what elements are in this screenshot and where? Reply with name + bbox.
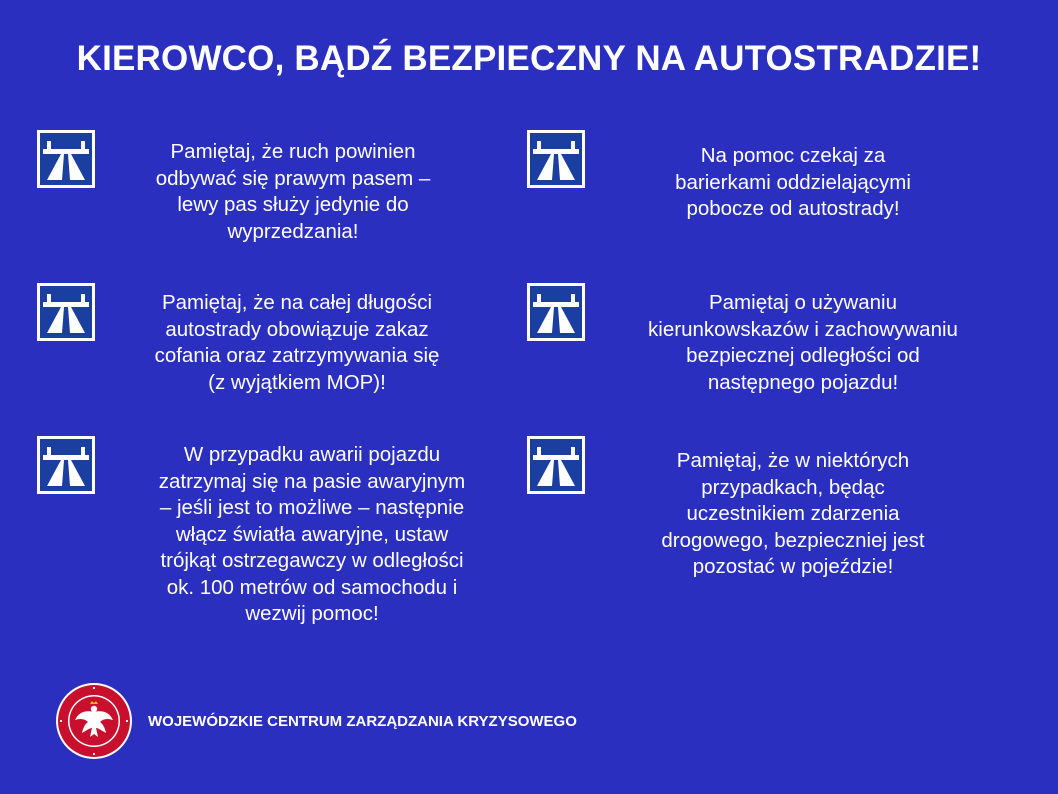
tip-wait-behind-barriers: Na pomoc czekaj za barierkami oddzielającymi pobocze od autostrady! bbox=[675, 144, 911, 220]
organization-name: WOJEWÓDZKIE CENTRUM ZARZĄDZANIA KRYZYSOWEGO bbox=[148, 713, 577, 730]
tip-right-lane: Pamiętaj, że ruch powinien odbywać się prawym pasem – lewy pas służy jedynie do wyprzedzania! bbox=[155, 140, 431, 243]
tip-no-reversing: Pamiętaj, że na całej długości autostrady obowiązuje zakaz cofania oraz zatrzymywania się (z wyjątkiem MOP)! bbox=[154, 291, 440, 394]
motorway-sign-icon bbox=[37, 436, 95, 494]
tip-indicators-distance: Pamiętaj o używaniu kierunkowskazów i zachowywaniu bezpiecznej odległości od następnego pojazdu! bbox=[648, 291, 958, 394]
motorway-sign-icon bbox=[527, 436, 585, 494]
motorway-sign-icon bbox=[527, 130, 585, 188]
eagle-emblem-icon bbox=[55, 682, 133, 760]
motorway-sign-icon bbox=[527, 283, 585, 341]
page-title: KIEROWCO, BĄDŹ BEZPIECZNY NA AUTOSTRADZIE! bbox=[76, 39, 982, 78]
motorway-sign-icon bbox=[37, 130, 95, 188]
tip-breakdown: W przypadku awarii pojazdu zatrzymaj się na pasie awaryjnym – jeśli jest to możliwe – następnie włącz światła awaryjne, ustaw trójkąt ostrzegawczy w odległości ok. 100 metrów od samochodu i wezwij pomoc! bbox=[158, 443, 466, 625]
tip-stay-in-vehicle: Pamiętaj, że w niektórych przypadkach, będąc uczestnikiem zdarzenia drogowego, bezpieczniej jest pozostać w pojeździe! bbox=[661, 449, 925, 578]
motorway-sign-icon bbox=[37, 283, 95, 341]
